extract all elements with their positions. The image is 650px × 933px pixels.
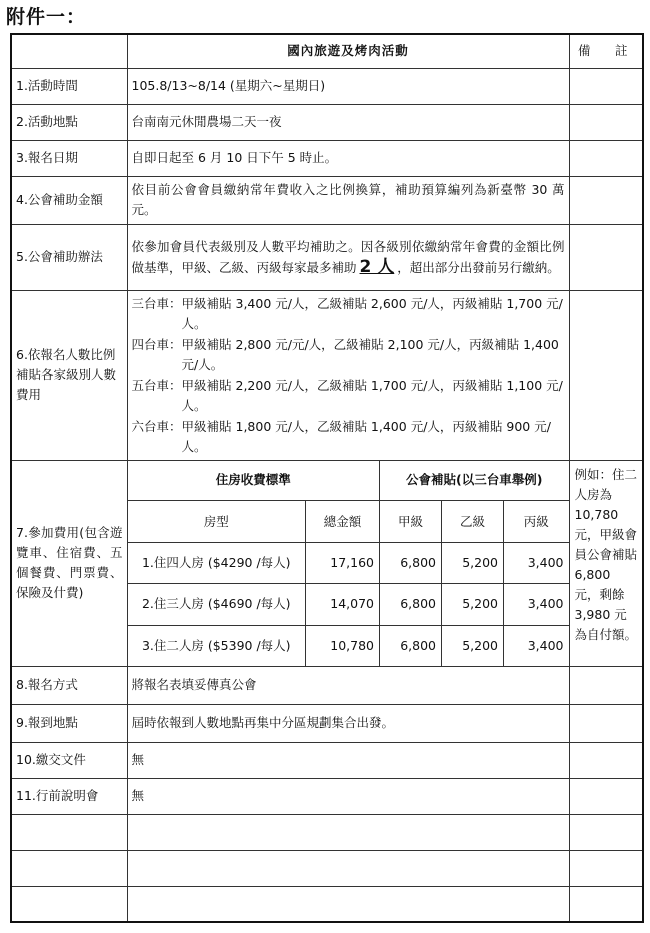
- row-label-report-place: 9.報到地點: [11, 704, 127, 742]
- row-label-documents: 10.繳交文件: [11, 742, 127, 778]
- table-row: [11, 224, 643, 290]
- table-row: [11, 742, 643, 778]
- bus-subsidy-item: [132, 294, 565, 334]
- row-label-proportion: 6.依報名人數比例補貼各家級別人數費用: [11, 290, 127, 460]
- row-content-time: 105.8/13~8/14 (星期六~星期日): [127, 68, 569, 104]
- fees-table: [128, 461, 569, 666]
- grade-b-subsidy: 5,200: [442, 625, 504, 665]
- row-content-proportion: [127, 290, 569, 460]
- empty-row: [11, 886, 643, 922]
- grade-c-subsidy: 3,400: [504, 584, 569, 625]
- fees-remark: 例如：住二人房為 10,780 元，甲級會員公會補貼 6,800 元，剩餘 3,980 元為自付額。: [569, 460, 643, 666]
- row-content-signup-method: 將報名表填妥傳真公會: [127, 666, 569, 704]
- grade-b-subsidy: 5,200: [442, 584, 504, 625]
- subsidy-method-text: 依參加會員代表級別及人數平均補助之。因各級別依繳納常年會費的金額比例做基準，甲級、乙級、丙級每家最多補助: [131, 238, 565, 275]
- max-persons-highlight: 2 人: [359, 256, 395, 277]
- grade-c-subsidy: 3,400: [504, 543, 569, 584]
- row-label-time: 1.活動時間: [11, 68, 127, 104]
- room-type: 3.住二人房 ($5390 /每人): [128, 625, 306, 665]
- grade-c-subsidy: 3,400: [504, 625, 569, 665]
- bus-count-key: 四台車：: [131, 336, 182, 352]
- row-label-place: 2.活動地點: [11, 104, 127, 140]
- table-row: [11, 666, 643, 704]
- remarks-header: 備 註: [569, 34, 643, 68]
- empty-cell: [127, 850, 569, 886]
- empty-cell: [569, 850, 643, 886]
- remark-cell: [569, 666, 643, 704]
- room-type: 1.住四人房 ($4290 /每人): [128, 543, 306, 584]
- row-label-signup-method: 8.報名方式: [11, 666, 127, 704]
- table-row: [11, 778, 643, 814]
- grade-a-subsidy: 6,800: [380, 584, 442, 625]
- empty-cell: [127, 886, 569, 922]
- col-header-total: 總金額: [306, 501, 380, 543]
- row-content-subsidy-amount: 依目前公會會員繳納常年費收入之比例換算，補助預算編列為新臺幣 30 萬元。: [127, 176, 569, 224]
- empty-cell: [569, 886, 643, 922]
- col-header-grade-c: 丙級: [504, 501, 569, 543]
- row-label-signup-date: 3.報名日期: [11, 140, 127, 176]
- fees-column-header-row: [128, 501, 569, 543]
- table-row: [11, 104, 643, 140]
- table-row: [11, 68, 643, 104]
- subsidy-header: 公會補貼(以三台車舉例): [380, 461, 569, 501]
- row-label-fees: 7.參加費用(包含遊覽車、住宿費、五個餐費、門票費、保險及什費): [11, 460, 127, 666]
- bus-subsidy-text: 甲級補貼 2,800 元/元/人，乙級補貼 2,100 元/人，丙級補貼 1,400 元/人。: [181, 336, 559, 372]
- bus-subsidy-text: 甲級補貼 3,400 元/人，乙級補貼 2,600 元/人，丙級補貼 1,700 元/人。: [181, 295, 563, 331]
- activity-table: [10, 33, 644, 923]
- room-rate-header: 住房收費標準: [128, 461, 380, 501]
- remark-cell: [569, 742, 643, 778]
- subsidy-method-text-after: ，超出部分出發前另行繳納。: [397, 259, 560, 275]
- table-row: [11, 290, 643, 460]
- row-content-signup-date: 自即日起至 6 月 10 日下午 5 時止。: [127, 140, 569, 176]
- total-amount: 10,780: [306, 625, 380, 665]
- total-amount: 17,160: [306, 543, 380, 584]
- empty-cell: [11, 886, 127, 922]
- grade-a-subsidy: 6,800: [380, 543, 442, 584]
- bus-subsidy-text: 甲級補貼 2,200 元/人，乙級補貼 1,700 元/人，丙級補貼 1,100 元/人。: [181, 377, 563, 413]
- remark-cell: [569, 290, 643, 460]
- col-header-room-type: 房型: [128, 501, 306, 543]
- table-row: [11, 140, 643, 176]
- room-type: 2.住三人房 ($4690 /每人): [128, 584, 306, 625]
- table-row: [11, 704, 643, 742]
- table-row: [11, 460, 643, 666]
- col-header-grade-a: 甲級: [380, 501, 442, 543]
- remark-cell: [569, 68, 643, 104]
- remark-cell: [569, 140, 643, 176]
- remark-cell: [569, 104, 643, 140]
- total-amount: 14,070: [306, 584, 380, 625]
- table-row: [11, 176, 643, 224]
- grade-b-subsidy: 5,200: [442, 543, 504, 584]
- empty-cell: [11, 814, 127, 850]
- fees-table-cell: [127, 460, 569, 666]
- row-content-place: 台南南元休閒農場二天一夜: [127, 104, 569, 140]
- empty-row: [11, 814, 643, 850]
- bus-subsidy-item: [132, 335, 565, 375]
- fees-table-row: [128, 543, 569, 584]
- bus-count-key: 三台車：: [131, 295, 182, 311]
- row-content-report-place: 屆時依報到人數地點再集中分區規劃集合出發。: [127, 704, 569, 742]
- bus-count-key: 五台車：: [131, 377, 182, 393]
- bus-count-key: 六台車：: [131, 418, 182, 434]
- fees-table-row: [128, 625, 569, 665]
- empty-row: [11, 850, 643, 886]
- empty-cell: [569, 814, 643, 850]
- col-header-grade-b: 乙級: [442, 501, 504, 543]
- bus-subsidy-item: [132, 417, 565, 457]
- row-label-subsidy-amount: 4.公會補助金額: [11, 176, 127, 224]
- grade-a-subsidy: 6,800: [380, 625, 442, 665]
- empty-cell: [127, 814, 569, 850]
- row-label-briefing: 11.行前說明會: [11, 778, 127, 814]
- remark-cell: [569, 704, 643, 742]
- row-label-subsidy-method: 5.公會補助辦法: [11, 224, 127, 290]
- fees-table-row: [128, 584, 569, 625]
- remark-cell: [569, 176, 643, 224]
- row-content-documents: 無: [127, 742, 569, 778]
- bus-subsidy-item: [132, 376, 565, 416]
- remark-cell: [569, 224, 643, 290]
- bus-subsidy-text: 甲級補貼 1,800 元/人，乙級補貼 1,400 元/人，丙級補貼 900 元/人。: [181, 418, 551, 454]
- fees-group-header-row: [128, 461, 569, 501]
- empty-cell: [11, 850, 127, 886]
- page-title: 國內旅遊及烤肉活動: [127, 34, 569, 68]
- remark-cell: [569, 778, 643, 814]
- blank-header-cell: [11, 34, 127, 68]
- row-content-briefing: 無: [127, 778, 569, 814]
- attachment-label: 附件一：: [6, 6, 87, 28]
- row-content-subsidy-method: [127, 224, 569, 290]
- title-row: [11, 34, 643, 68]
